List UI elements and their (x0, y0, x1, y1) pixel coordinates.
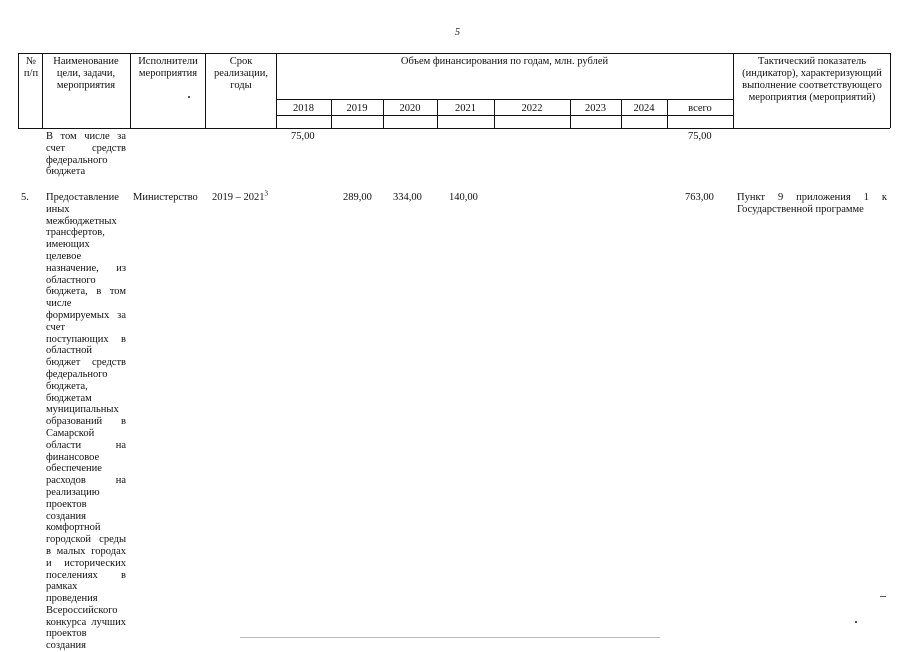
header-year-2020: 2020 (399, 103, 421, 114)
header-num: № п/п (23, 56, 39, 79)
cell-total: 763,00 (685, 192, 714, 203)
header-name: Наименование цели, задачи, мероприятия (53, 56, 119, 91)
header-year-2018: 2018 (293, 103, 314, 114)
cell-2020: 334,00 (393, 192, 422, 203)
scan-speck (855, 621, 857, 623)
row-indicator: Пункт 9 приложения 1 к Государственной программе (737, 192, 887, 215)
header-dot (188, 96, 190, 98)
row-term-text: 2019 – 2021 (212, 192, 265, 203)
scan-speck (880, 596, 886, 597)
header-executors: Исполнители мероприятия (138, 56, 198, 79)
cell-total: 75,00 (688, 131, 712, 142)
row-number: 5. (21, 192, 29, 203)
row-term (212, 189, 268, 204)
row-executor: Министерство (133, 192, 198, 203)
header-year-2021: 2021 (455, 103, 476, 114)
header-funding: Объем финансирования по годам, млн. рублей (400, 56, 609, 67)
row-name: Предоставление иных межбюджетных трансфертов, имеющих целевое назначение, из областного бюджета, в том числе формируемых за счет поступающих в областной бюджет средств федерального бюджета, бюджетам муниципальных образований в Самарской области на финансовое обеспечение расходов на реализацию проектов создания комфортной городской среды в малых городах и исторических поселениях в рамках проведения Всероссийского конкурса лучших проектов создания (46, 192, 126, 652)
header-term: Срок реализации, годы (214, 56, 268, 91)
header-year-2019: 2019 (346, 103, 368, 114)
header-indicator: Тактический показатель (индикатор), характеризующий выполнение соответствующего мероприятия (мероприятий) (742, 56, 882, 103)
header-year-2023: 2023 (585, 103, 606, 114)
cell-2019: 289,00 (343, 192, 372, 203)
header-total: всего (688, 103, 712, 114)
scan-speck (240, 637, 660, 638)
row-term-footnote: 3 (264, 189, 268, 198)
header-year-2022: 2022 (521, 103, 543, 114)
page-number: 5 (455, 27, 460, 38)
row-name: В том числе за счет средств федерального бюджета (46, 131, 126, 178)
cell-2021: 140,00 (449, 192, 478, 203)
cell-2018: 75,00 (291, 131, 315, 142)
header-year-2024: 2024 (633, 103, 655, 114)
